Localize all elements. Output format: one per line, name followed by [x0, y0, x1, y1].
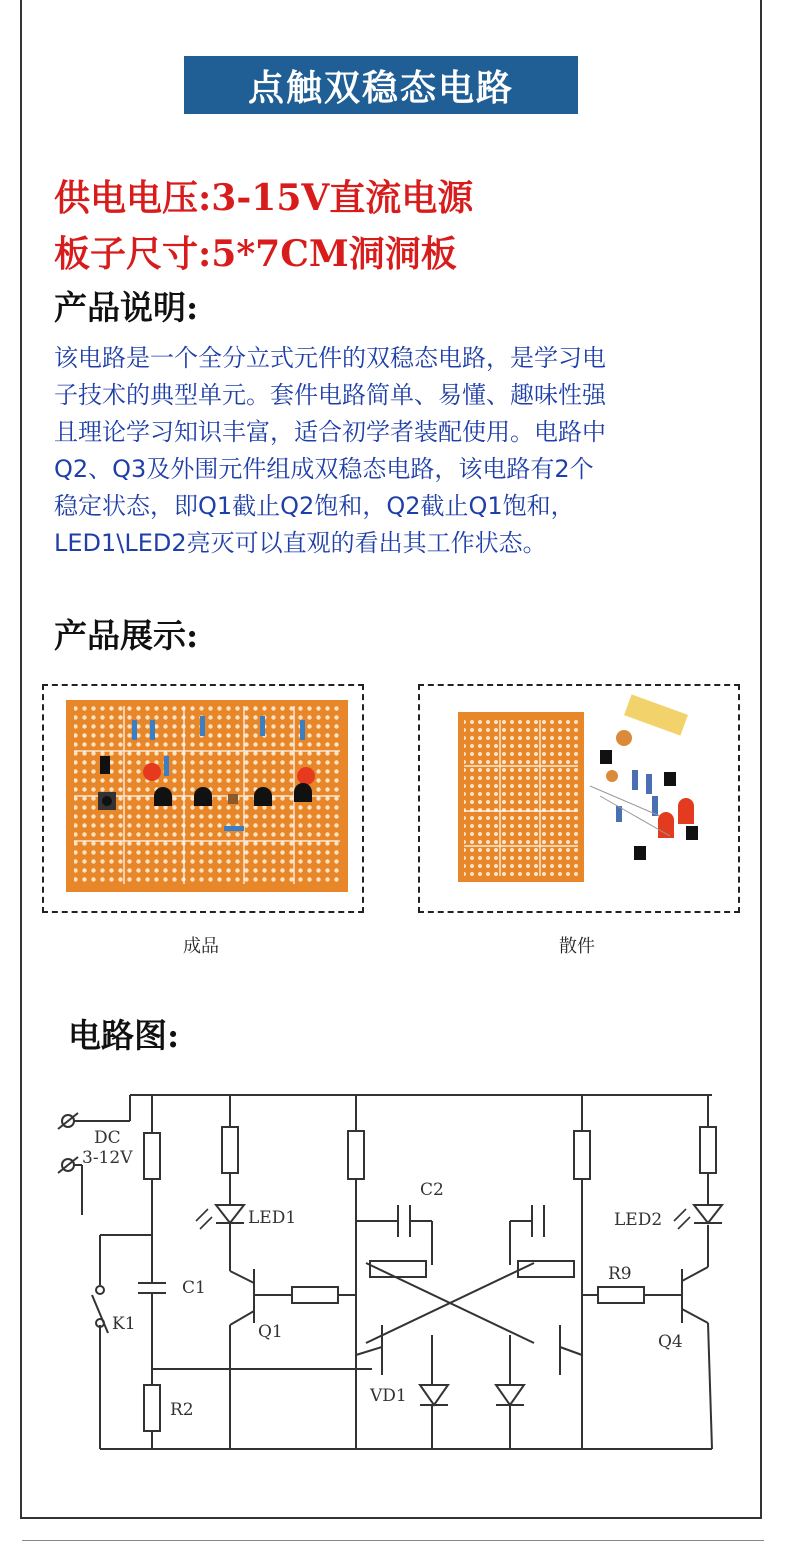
description-line: 子技术的典型单元。套件电路简单、易懂、趣味性强 [54, 381, 606, 409]
parts-caption: 散件 [559, 936, 595, 957]
finished-caption: 成品 [183, 936, 219, 957]
description-heading: 产品说明: [54, 288, 199, 327]
label-r9: R9 [608, 1264, 632, 1284]
label-led1: LED1 [248, 1208, 297, 1228]
label-r2: R2 [170, 1400, 194, 1420]
label-c2: C2 [420, 1180, 444, 1200]
bottom-divider [22, 1540, 764, 1541]
label-voltage: 3-12V [82, 1148, 133, 1168]
description-line: Q2、Q3及外围元件组成双稳态电路，该电路有2个 [54, 455, 594, 483]
label-k1: K1 [112, 1314, 136, 1334]
spec-board-size: 板子尺寸:5*7CM洞洞板 [54, 233, 457, 275]
parts-kit-image [420, 686, 738, 911]
label-dc: DC [94, 1128, 121, 1148]
description-line: 该电路是一个全分立式元件的双稳态电路，是学习电 [54, 344, 606, 372]
spec-voltage: 供电电压:3-15V直流电源 [54, 177, 474, 219]
label-led2: LED2 [614, 1210, 663, 1230]
parts-photo [418, 684, 740, 913]
banner-title: 点触双稳态电路 [184, 56, 578, 114]
label-q1: Q1 [258, 1322, 283, 1342]
display-heading: 产品展示: [54, 616, 199, 655]
label-c1: C1 [182, 1278, 206, 1298]
label-vd1: VD1 [370, 1386, 407, 1406]
description-line: LED1\LED2亮灭可以直观的看出其工作状态。 [54, 529, 547, 557]
description-text [54, 340, 754, 562]
circuit-schematic [52, 1085, 742, 1475]
schematic-heading: 电路图: [68, 1016, 180, 1055]
finished-product-photo [42, 684, 364, 913]
description-line: 稳定状态，即Q1截止Q2饱和，Q2截止Q1饱和， [54, 492, 575, 520]
assembled-pcb-image [44, 686, 362, 911]
description-line: 且理论学习知识丰富，适合初学者装配使用。电路中 [54, 418, 606, 446]
label-q4: Q4 [658, 1332, 683, 1352]
